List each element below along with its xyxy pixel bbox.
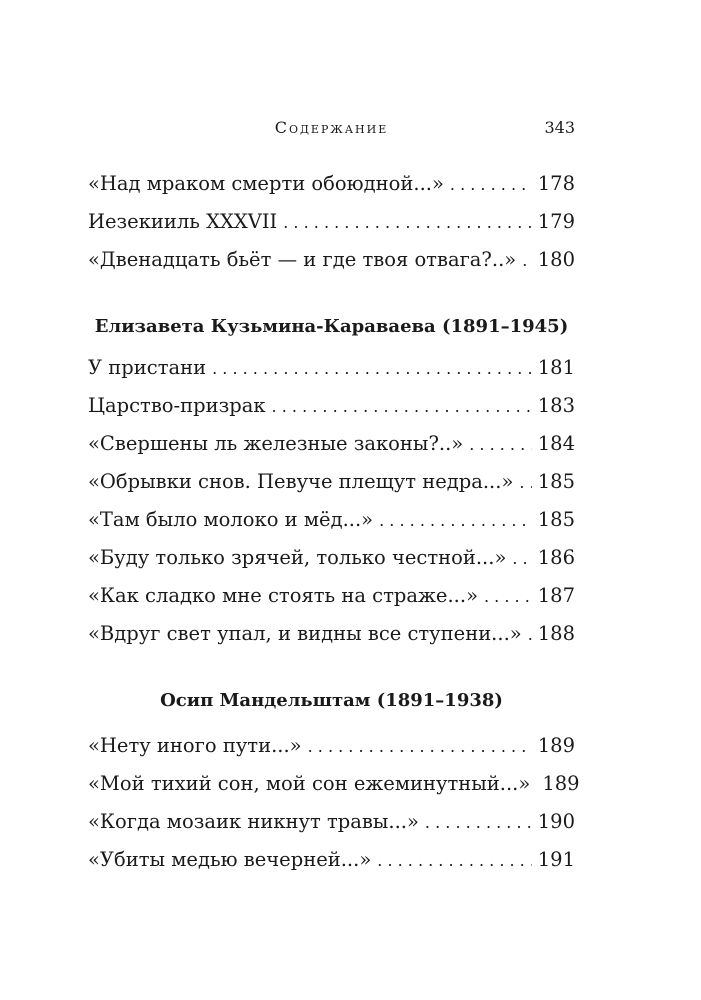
toc-entry[interactable]: [88, 246, 575, 274]
toc-entry-page: 185: [537, 508, 575, 531]
toc-entry[interactable]: [88, 770, 580, 798]
toc-entry-title: «Над мраком смерти обоюдной...»: [88, 172, 444, 195]
author-heading: Елизавета Кузьмина-Караваева (1891–1945): [94, 316, 569, 337]
toc-entry-title: «Двенадцать бьёт — и где твоя отвага?..»: [88, 248, 517, 271]
dot-leader: [379, 507, 532, 535]
toc-entry[interactable]: [88, 732, 575, 760]
toc-entry-title: «Мой тихий сон, мой сон ежеминутный...»: [88, 772, 531, 795]
toc-entry-page: 183: [537, 394, 575, 417]
dot-leader: [377, 847, 532, 875]
toc-entry-title: «Там было молоко и мёд...»: [88, 508, 374, 531]
toc-entry[interactable]: [88, 208, 575, 236]
dot-leader: [212, 355, 532, 383]
toc-entry-page: 191: [537, 848, 575, 871]
toc-entry[interactable]: [88, 468, 575, 496]
toc-entry-page: 190: [537, 810, 575, 833]
toc-entry-title: Царство-призрак: [88, 394, 266, 417]
dot-leader: [528, 621, 532, 649]
toc-entry[interactable]: [88, 506, 575, 534]
toc-entry[interactable]: [88, 392, 575, 420]
toc-entry[interactable]: [88, 544, 575, 572]
toc-entry[interactable]: [88, 808, 575, 836]
dot-leader: [450, 171, 532, 199]
toc-entry-title: «Обрывки снов. Певуче плещут недра...»: [88, 470, 514, 493]
toc-entry[interactable]: [88, 846, 575, 874]
dot-leader: [512, 545, 531, 573]
dot-leader: [484, 583, 532, 611]
toc-entry-title: «Вдруг свет упал, и видны все ступени...»: [88, 622, 522, 645]
toc-entry[interactable]: [88, 430, 575, 458]
toc-entry-title: «Когда мозаик никнут травы...»: [88, 810, 419, 833]
dot-leader: [308, 733, 532, 761]
toc-entry[interactable]: [88, 620, 575, 648]
dot-leader: [519, 469, 531, 497]
toc-entry-page: 181: [537, 356, 575, 379]
toc-entry-page: 185: [537, 470, 575, 493]
toc-entry-page: 188: [537, 622, 575, 645]
toc-entry[interactable]: [88, 582, 575, 610]
toc-entry-page: 178: [537, 172, 575, 195]
toc-entry-page: 189: [542, 772, 580, 795]
toc-entry[interactable]: [88, 170, 575, 198]
running-header: [88, 118, 575, 142]
toc-entry-page: 186: [537, 546, 575, 569]
toc-entry-title: «Убиты медью вечерней...»: [88, 848, 372, 871]
author-heading: Осип Мандельштам (1891–1938): [160, 690, 503, 711]
toc-entry-title: «Буду только зрячей, только честной...»: [88, 546, 507, 569]
toc-entry-title: «Нету иного пути...»: [88, 734, 302, 757]
toc-entry-title: Иезекииль XXXVII: [88, 210, 278, 233]
dot-leader: [425, 809, 532, 837]
dot-leader: [272, 393, 532, 421]
toc-entry[interactable]: [88, 354, 575, 382]
toc-entry-page: 179: [537, 210, 575, 233]
dot-leader: [283, 209, 532, 237]
toc-entry-page: 189: [537, 734, 575, 757]
dot-leader: [522, 247, 532, 275]
toc-entry-page: 180: [537, 248, 575, 271]
toc-entry-page: 184: [537, 432, 575, 455]
header-title: Содержание: [274, 118, 389, 137]
header-page-number: 343: [544, 118, 575, 137]
toc-entry-title: «Свершены ль железные законы?..»: [88, 432, 464, 455]
toc-entry-title: У пристани: [88, 356, 207, 379]
toc-entry-title: «Как сладко мне стоять на страже...»: [88, 584, 478, 607]
toc-entry-page: 187: [537, 584, 575, 607]
dot-leader: [469, 431, 532, 459]
